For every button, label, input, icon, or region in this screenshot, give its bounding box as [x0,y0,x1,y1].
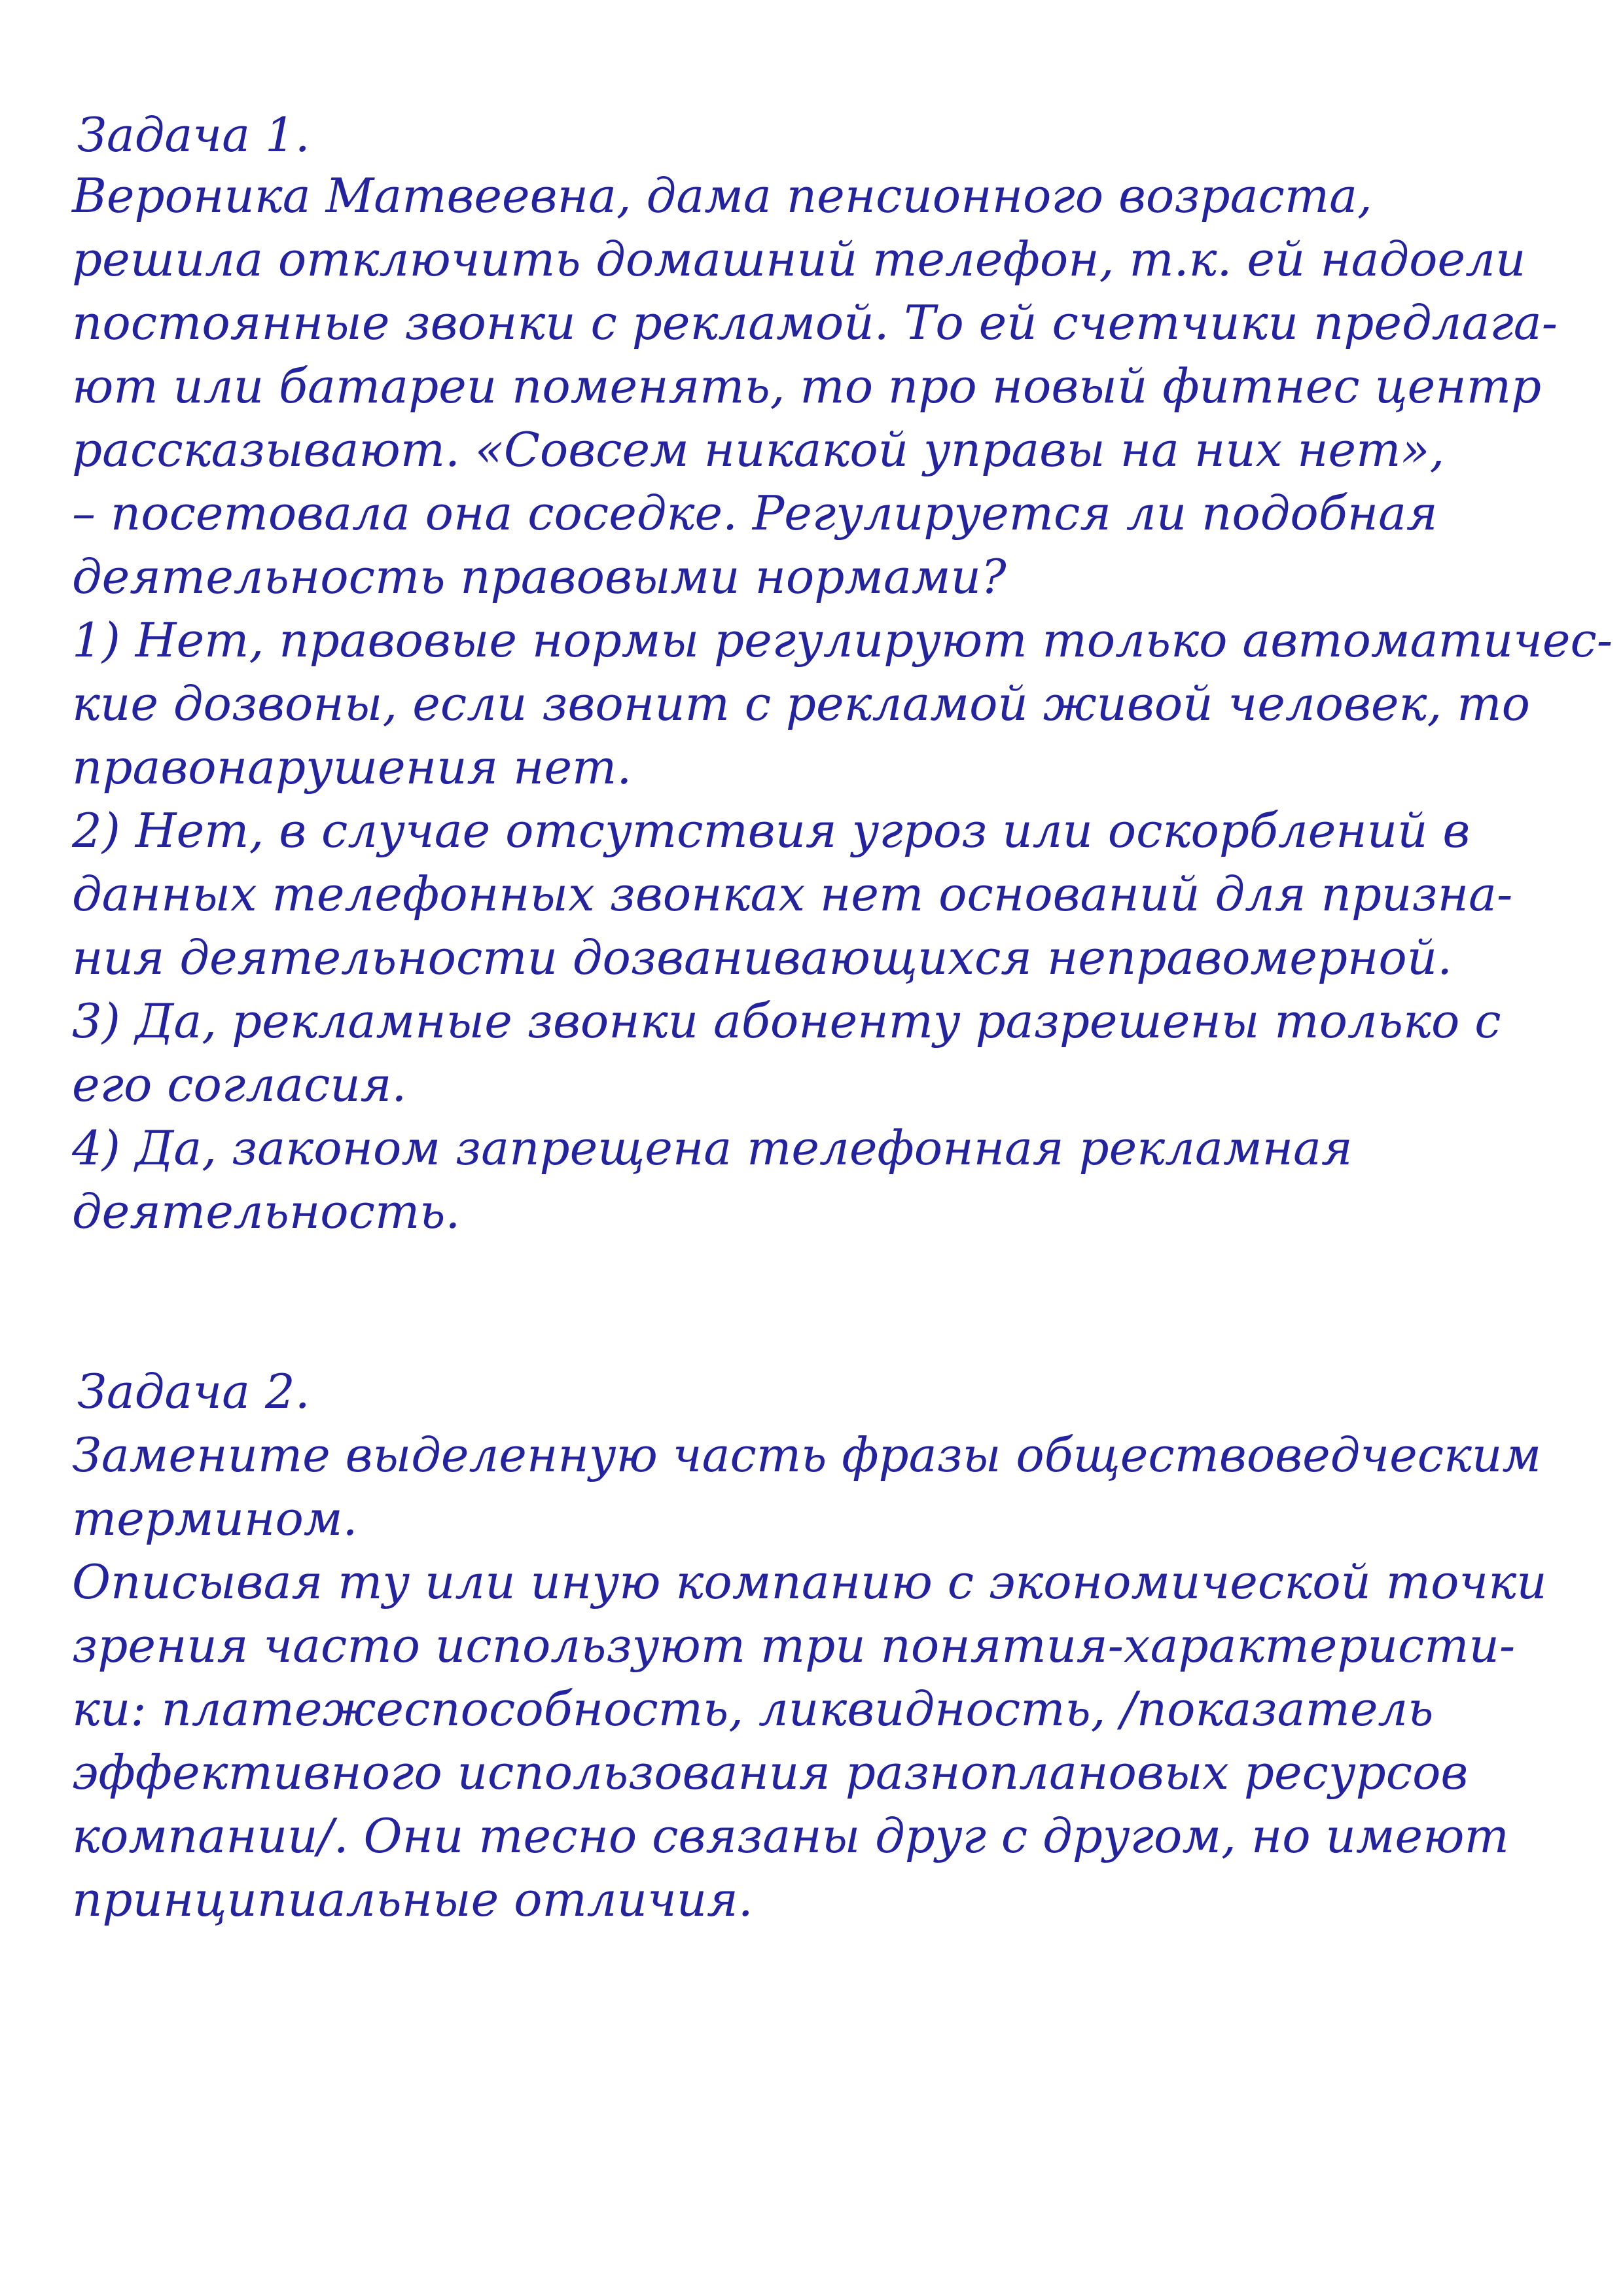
task1-line: постоянные звонки с рекламой. То ей счетчики предлага- [72,295,1558,350]
task1-line: решила отключить домашний телефон, т.к. ей надоели [72,232,1526,287]
task1-option-line: 1) Нет, правовые нормы регулируют только автоматичес- [72,613,1613,668]
task2-line: Описывая ту или иную компанию с экономической точки [72,1554,1547,1609]
task2-line: термином. [72,1491,358,1546]
task1-option-line: 3) Да, рекламные звонки абоненту разрешены только с [72,994,1501,1049]
task2-line: зрения часто используют три понятия-характеристи- [72,1618,1516,1673]
task1-option-line: его согласия. [72,1057,407,1112]
task2-heading: Задача 2. [77,1364,310,1419]
task1-option-line: данных телефонных звонках нет оснований для призна- [72,867,1513,922]
task2-line: Замените выделенную часть фразы обществоведческим [72,1427,1542,1482]
task1-line: рассказывают. «Совсем никакой управы на них нет», [72,422,1445,477]
task1-option-line: правонарушения нет. [72,740,632,795]
task2-line: компании/. Они тесно связаны друг с другом, но имеют [72,1808,1509,1863]
task2-line: принципиальные отличия. [72,1872,753,1927]
task1-line: Вероника Матвеевна, дама пенсионного возраста, [72,168,1372,223]
task2-line: эффективного использования разноплановых ресурсов [72,1745,1469,1800]
task1-option-line: ния деятельности дозванивающихся неправомерной. [72,930,1452,985]
task1-option-line: деятельность. [72,1184,461,1239]
task1-line: деятельность правовыми нормами? [72,549,1007,604]
task1-option-line: 2) Нет, в случае отсутствия угроз или оскорблений в [72,803,1471,858]
task1-option-line: кие дозвоны, если звонит с рекламой живой человек, то [72,676,1530,731]
task2-line: ки: платежеспособность, ликвидность, /показатель [72,1681,1434,1736]
task1-line: – посетовала она соседке. Регулируется ли подобная [72,486,1438,541]
task1-line: ют или батареи поменять, то про новый фитнес центр [72,359,1542,414]
task1-heading: Задача 1. [77,107,310,162]
task1-option-line: 4) Да, законом запрещена телефонная рекламная [72,1121,1353,1175]
